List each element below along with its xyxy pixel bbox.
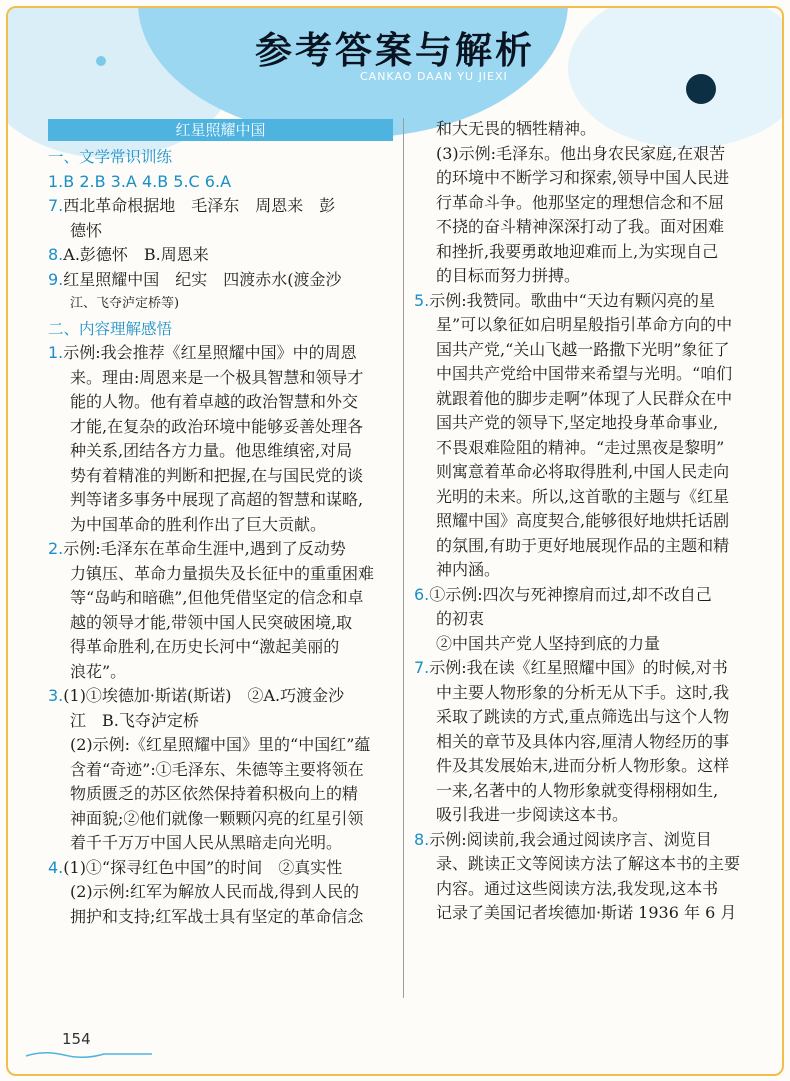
answer-block-1: 1.示例:我会推荐《红星照耀中国》中的周恩 xyxy=(48,343,357,362)
answer-block-4: 4.(1)①“探寻红色中国”的时间 ②真实性 xyxy=(48,857,343,877)
answer-line: 相关的章节及具体内容,厘清人物经历的事 xyxy=(436,731,730,751)
answer-line: 件及其发展始末,进而分析人物形象。这样 xyxy=(436,756,730,775)
answer-line: 不挠的奋斗精神深深打动了我。面对困难 xyxy=(436,217,725,236)
answer-9: 9.红星照耀中国 纪实 四渡赤水(渡金沙 xyxy=(48,269,342,289)
answer-line: 中国共产党给中国带来希望与光明。“咱们 xyxy=(436,364,733,383)
answer-line: 等“岛屿和暗礁”,但他凭借坚定的信念和卓 xyxy=(70,588,364,607)
answer-line: 国共产党的领导下,坚定地投身革命事业, xyxy=(436,413,719,432)
answer-line: 江 B.飞夺泸定桥 xyxy=(70,710,199,730)
column-divider xyxy=(403,118,404,998)
answer-line: 物质匮乏的苏区依然保持着积极向上的精 xyxy=(70,784,359,803)
answer-block-8: 8.示例:阅读前,我会通过阅读序言、浏览目 xyxy=(414,829,712,849)
answer-line: 光明的未来。所以,这首歌的主题与《红星 xyxy=(436,486,730,506)
answer-line: 神内涵。 xyxy=(436,560,501,579)
answer-line: 则寓意着革命必将取得胜利,中国人民走向 xyxy=(436,462,730,481)
answer-line: 内容。通过这些阅读方法,我发现,这本书 xyxy=(436,878,719,898)
answer-line: 采取了跳读的方式,重点筛选出与这个人物 xyxy=(436,707,730,726)
answer-line: 星”可以象征如启明星般指引革命方向的中 xyxy=(436,315,733,334)
answer-line: 势有着精准的判断和把握,在与国民党的谈 xyxy=(70,465,364,485)
page-number-underline-decoration xyxy=(24,1050,154,1058)
answer-line: 判等诸多事务中展现了高超的智慧和谋略, xyxy=(70,490,364,509)
answer-line: 和大无畏的牺牲精神。 xyxy=(436,119,597,138)
answer-line: 神面貌;②他们就像一颗颗闪亮的红星引领 xyxy=(70,808,364,828)
answer-line: 得革命胜利,在历史长河中“激起美丽的 xyxy=(70,637,340,656)
answer-7: 7.西北革命根据地 毛泽东 周恩来 彭 xyxy=(48,196,336,215)
answer-line: (2)示例:红军为解放人民而战,得到人民的 xyxy=(70,882,360,901)
answer-line: ②中国共产党人坚持到底的力量 xyxy=(436,633,661,653)
heading-comprehension: 二、内容理解感悟 xyxy=(48,319,173,338)
answer-line: 的目标而努力拼搏。 xyxy=(436,266,581,285)
answer-line: 国共产党,“关山飞越一路撒下光明”象征了 xyxy=(436,339,730,359)
answer-block-3: 3.(1)①埃德加·斯诺(斯诺) ②A.巧渡金沙 xyxy=(48,686,345,705)
header-dot-decoration xyxy=(686,74,716,104)
answer-line: 和挫折,我要勇敢地迎难而上,为实现自己 xyxy=(436,241,719,261)
answer-line: 种关系,团结各方力量。他思维缜密,对局 xyxy=(70,441,353,460)
page-subtitle: CANKAO DAAN YU JIEXI xyxy=(360,70,508,83)
answer-line: 记录了美国记者埃德加·斯诺 1936 年 6 月 xyxy=(436,903,737,922)
answer-line: 中主要人物形象的分析无从下手。这时,我 xyxy=(436,682,730,702)
answer-line: 浪花”。 xyxy=(70,661,127,681)
answer-line: 拥护和支持;红军战士具有坚定的革命信念 xyxy=(70,906,364,926)
answers-1-6: 1.B 2.B 3.A 4.B 5.C 6.A xyxy=(48,171,232,191)
answer-9-cont: 江、飞夺泸定桥等) xyxy=(70,296,180,311)
answer-line: 的环境中不断学习和探索,领导中国人民进 xyxy=(436,168,730,187)
page-number: 154 xyxy=(62,1030,91,1048)
answer-line: 含着“奇迹”:①毛泽东、朱德等主要将领在 xyxy=(70,759,364,779)
answer-line: 录、跳读正文等阅读方法了解这本书的主要 xyxy=(436,854,741,873)
answer-line: 力镇压、革命力量损失及长征中的重重困难 xyxy=(70,563,375,583)
answer-line: (3)示例:毛泽东。他出身农民家庭,在艰苦 xyxy=(436,143,726,163)
answer-line: 照耀中国》高度契合,能够很好地烘托话剧 xyxy=(436,511,730,530)
answer-line: 就跟着他的脚步走啊”体现了人民群众在中 xyxy=(436,388,733,408)
answer-line: 能的人物。他有着卓越的政治智慧和外交 xyxy=(70,392,359,411)
answer-line: 的初衷 xyxy=(436,609,485,628)
heading-literature: 一、文学常识训练 xyxy=(48,148,173,166)
answer-line: 一来,名著中的人物形象就变得栩栩如生, xyxy=(436,780,719,800)
answer-line: (2)示例:《红星照耀中国》里的“中国红”蕴 xyxy=(70,735,371,754)
answer-block-6: 6.①示例:四次与死神擦肩而过,却不改自己 xyxy=(414,584,712,604)
answer-block-2: 2.示例:毛泽东在革命生涯中,遇到了反动势 xyxy=(48,539,346,558)
answer-line: 吸引我进一步阅读这本书。 xyxy=(436,805,629,824)
section-title-bar: 红星照耀中国 xyxy=(48,119,393,141)
answer-block-7: 7.示例:我在读《红星照耀中国》的时候,对书 xyxy=(414,658,728,677)
answer-line: 来。理由:周恩来是一个极具智慧和领导才 xyxy=(70,367,364,387)
answer-line: 为中国革命的胜利作出了巨大贡献。 xyxy=(70,514,327,534)
page-title: 参考答案与解析 xyxy=(255,29,535,72)
left-column xyxy=(48,117,393,929)
answer-line: 越的领导才能,带领中国人民突破困境,取 xyxy=(70,612,353,632)
answer-block-5: 5.示例:我赞同。歌曲中“天边有颗闪亮的星 xyxy=(414,290,715,310)
answer-line: 才能,在复杂的政治环境中能够妥善处理各 xyxy=(70,416,364,436)
answer-line: 的氛围,有助于更好地展现作品的主题和精 xyxy=(436,535,730,555)
answer-8: 8.A.彭德怀 B.周恩来 xyxy=(48,245,209,264)
right-column xyxy=(414,117,759,926)
answer-line: 不畏艰难险阻的精神。“走过黑夜是黎明” xyxy=(436,437,725,457)
answer-7-cont: 德怀 xyxy=(70,220,103,240)
answer-line: 行革命斗争。他那坚定的理想信念和不屈 xyxy=(436,192,725,212)
answer-line: 着千千万万中国人民从黑暗走向光明。 xyxy=(70,833,343,852)
